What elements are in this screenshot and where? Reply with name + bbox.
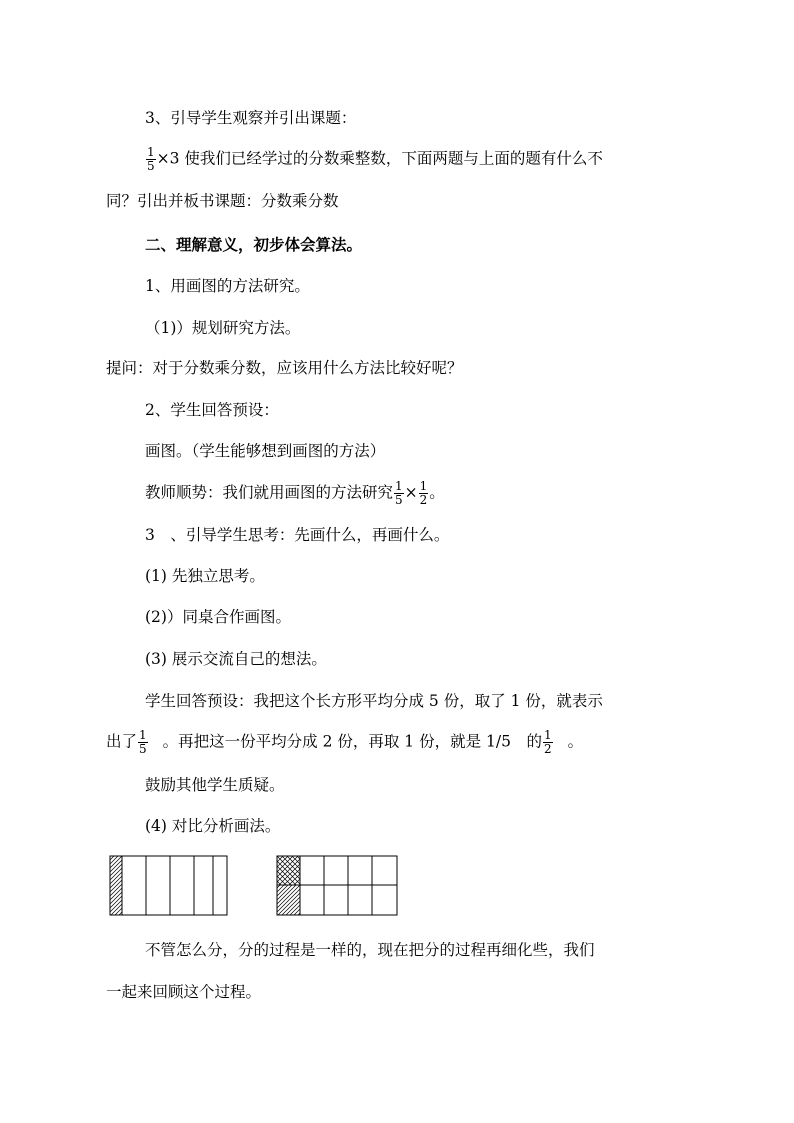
fraction-one-fifth: $\frac{1}{5}$: [395, 479, 403, 507]
draw-answer-line: 画图。（学生能够想到画图的方法）: [145, 442, 386, 460]
rectangle-outline: [110, 856, 227, 915]
student-answer-line: 学生回答预设：我把这个长方形平均分成 5 份，取了 1 份，就表示: [145, 692, 603, 710]
topic-line: 同？引出并板书课题：分数乘分数: [106, 192, 339, 210]
question-line: 提问：对于分数乘分数，应该用什么方法比较好呢？: [106, 359, 463, 377]
sub-step-4: (4) 对比分析画法。: [145, 817, 281, 835]
shaded-fifth: [110, 856, 122, 915]
shaded-cell: [277, 885, 300, 915]
sub-step-1-line: （1)）规划研究方法。: [145, 319, 301, 337]
process-line-2: 一起来回顾这个过程。: [106, 983, 262, 1001]
fifths-rectangle-figure: [108, 854, 230, 918]
fraction-intro-line: $\frac{1}{5}$ ×3 使我们已经学过的分数乘整数，下面两题与上面的题有什么不: [147, 145, 603, 173]
step-2-line: 2、学生回答预设：: [145, 401, 279, 419]
fraction-one-half: $\frac{1}{2}$: [543, 728, 552, 756]
step-1-line: 1、用画图的方法研究。: [145, 277, 310, 295]
step-3-line: 3 、引导学生思考：先画什么，再画什么。: [145, 526, 450, 544]
student-answer-line-2: 出了 $\frac{1}{5}$ 。再把这一份平均分成 2 份，再取 1 份，就是 1/5 的 $\frac{1}{2}$ 。: [106, 728, 584, 756]
process-line: 不管怎么分，分的过程是一样的，现在把分的过程再细化些，我们: [145, 941, 595, 959]
section-2-heading: 二、理解意义，初步体会算法。: [145, 235, 363, 254]
sub-step-2: (2)）同桌合作画图。: [145, 608, 291, 626]
tenths-rectangle-figure: [275, 854, 399, 918]
fraction-one-half: $\frac{1}{2}$: [419, 479, 428, 507]
teacher-line: 教师顺势：我们就用画图的方法研究 $\frac{1}{5}$ × $\frac{1}{2}$ 。: [145, 479, 445, 507]
sub-step-3: (3) 展示交流自己的想法。: [145, 650, 327, 668]
fraction-one-fifth: $\frac{1}{5}$: [147, 145, 155, 173]
fraction-one-fifth: $\frac{1}{5}$: [139, 728, 147, 756]
encourage-line: 鼓励其他学生质疑。: [145, 776, 285, 794]
step-3-heading: 3、引导学生观察并引出课题：: [145, 109, 357, 127]
cross-hatched-cell: [277, 856, 300, 885]
sub-step-1: (1) 先独立思考。: [145, 567, 265, 585]
